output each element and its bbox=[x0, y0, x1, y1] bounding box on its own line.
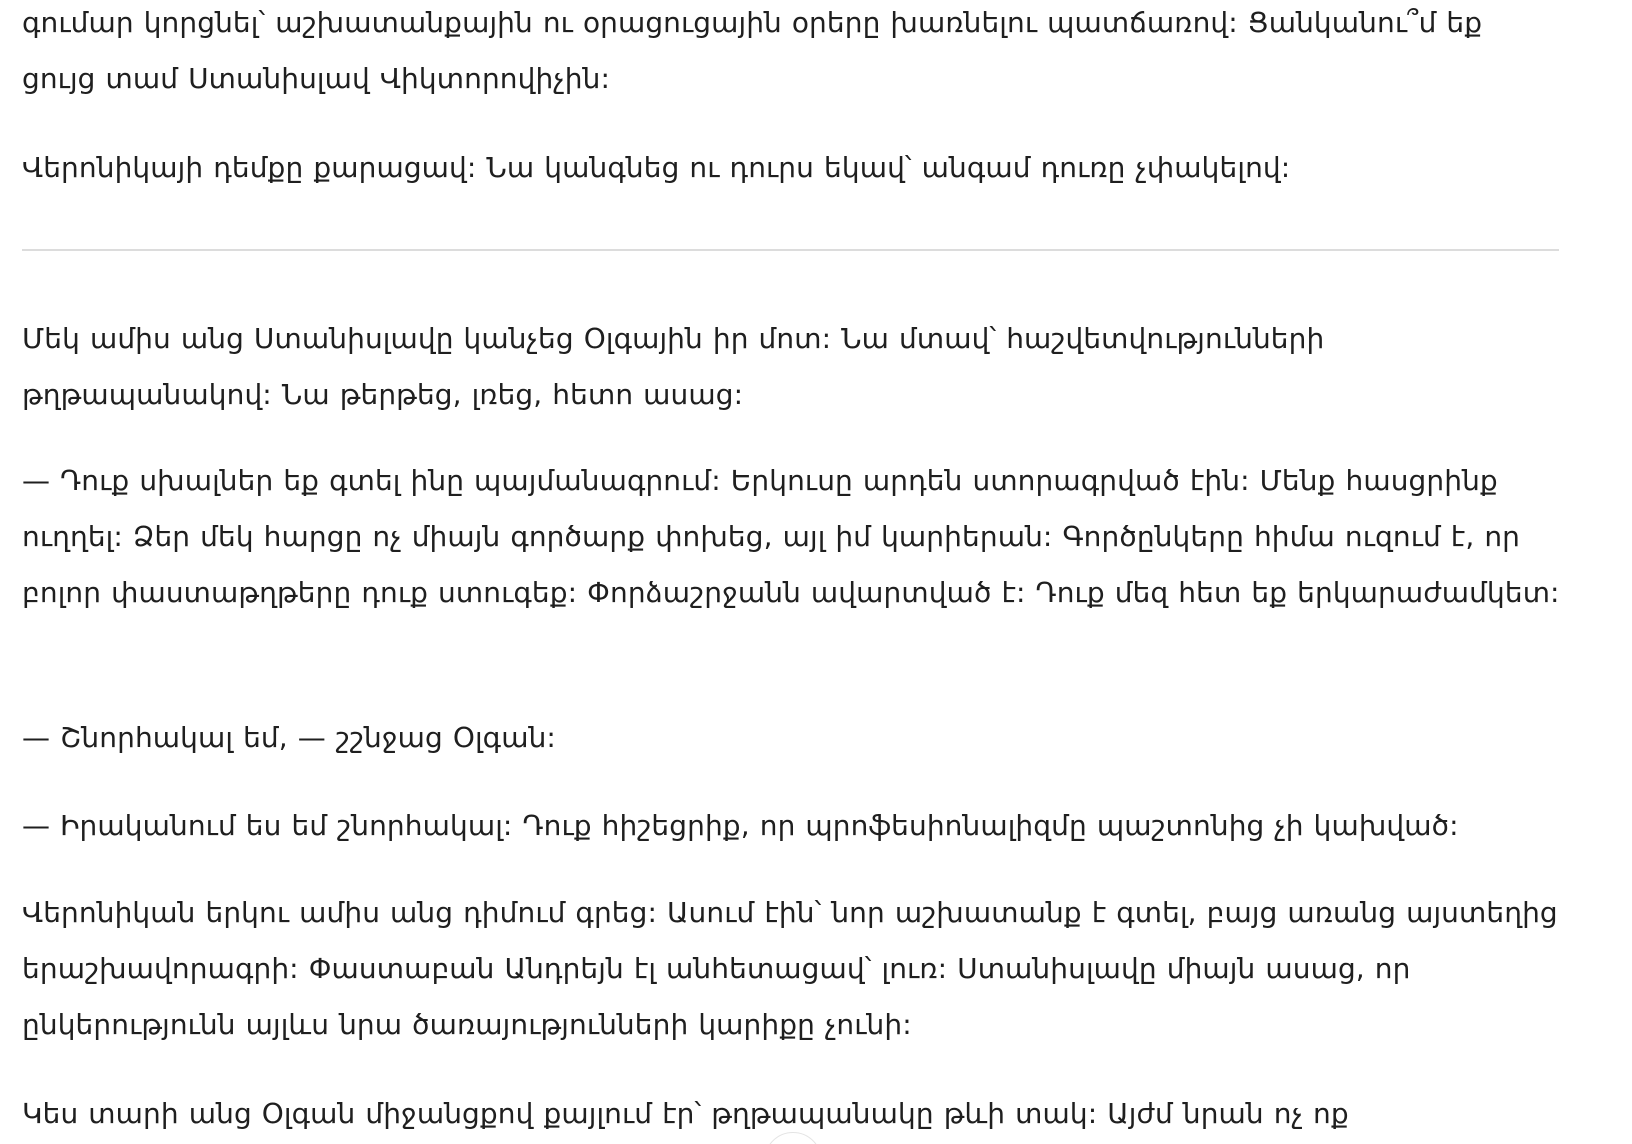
paragraph-2: Վերոնիկայի դեմքը քարացավ: Նա կանգնեց ու դուրս եկավ՝ անգամ դուռը չփակելով: bbox=[22, 151, 1291, 184]
paragraph-7: Վերոնիկան երկու ամիս անց դիմում գրեց: Ասում էին՝ նոր աշխատանք է գտել, բայց առանց այստեղից երաշխավորագրի: Փաստաբան Անդրեյն էլ անհետացավ՝ լուռ: Ստանիսլավը միայն ասաց, որ ընկերությունն այլևս նրա ծառայությունների կարիքը չունի: bbox=[22, 896, 1558, 1041]
section-divider bbox=[22, 249, 1559, 251]
paragraph-4: — Դուք սխալներ եք գտել ինը պայմանագրում: Երկուսը արդեն ստորագրված էին: Մենք հասցրինք ուղղել: Ձեր մեկ հարցը ոչ միայն գործարք փոխեց, այլ իմ կարիերան: Գործընկերը հիմա ուզում է, որ բոլոր փաստաթղթերը դուք ստուգեք: Փորձաշրջանն ավարտված է: Դուք մեզ հետ եք երկարաժամկետ: bbox=[22, 464, 1560, 609]
paragraph-5: — Շնորհակալ եմ, — շշնջաց Օլգան: bbox=[22, 721, 556, 754]
paragraph-1: գումար կորցնել՝ աշխատանքային ու օրացուցային օրերը խառնելու պատճառով: Ցանկանու՞մ եք ցույց տամ Ստանիսլավ Վիկտորովիչին: bbox=[22, 6, 1483, 95]
paragraph-3: Մեկ ամիս անց Ստանիսլավը կանչեց Օլգային իր մոտ: Նա մտավ՝ հաշվետվությունների թղթապանակով: Նա թերթեց, լռեց, հետո ասաց: bbox=[22, 322, 1325, 411]
paragraph-8: Կես տարի անց Օլգան միջանցքով քայլում էր՝ թղթապանակը թևի տակ: Այժմ նրան ոչ ոք bbox=[22, 1097, 1349, 1130]
paragraph-6: — Իրականում ես եմ շնորհակալ: Դուք հիշեցրիք, որ պրոֆեսիոնալիզմը պաշտոնից չի կախված: bbox=[22, 809, 1459, 842]
